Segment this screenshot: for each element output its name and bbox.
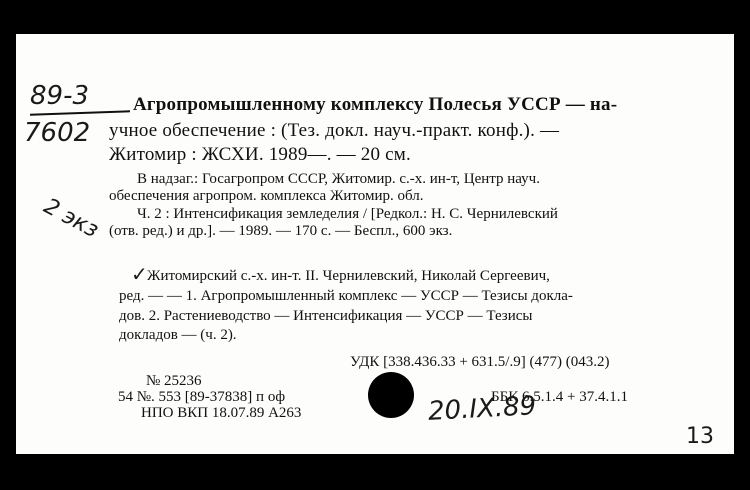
call-number-underline	[30, 110, 130, 115]
handwritten-call-number-top: 89-3	[30, 81, 90, 111]
part-line-1: Ч. 2 : Интенсификация земледелия / [Редкол.: Н. С. Чернилевский	[137, 206, 558, 222]
header-note-line-1: В надзаг.: Госагропром СССР, Житомир. с.-х. ин-т, Центр науч.	[137, 171, 540, 187]
handwritten-check-mark: ✓	[131, 262, 148, 286]
tracings-line-4: докладов — (ч. 2).	[119, 327, 237, 343]
handwritten-call-number-bottom: 7602	[24, 118, 91, 148]
title-line-2: учное обеспечение : (Тез. докл. науч.-практ. конф.). —	[109, 120, 560, 141]
title-line-3: Житомир : ЖСХИ. 1989—. — 20 см.	[109, 144, 411, 165]
punch-hole	[368, 372, 414, 418]
tracings-line-2: ред. — — 1. Агропромышленный комплекс — УССР — Тезисы доклa-	[119, 288, 573, 304]
handwritten-corner-number: 13	[686, 424, 714, 449]
title-line-1: Агропромышленному комплексу Полесья УССР — на-	[133, 94, 618, 115]
tracings-line-1: Житомирский с.-х. ин-т. II. Чернилевский, Николай Сергеевич,	[147, 268, 550, 284]
catalog-card	[16, 34, 734, 454]
card-number: № 25236	[146, 373, 202, 389]
handwritten-copies-note: 2 экз	[39, 193, 103, 244]
order-line: 54 №. 553 [89-37838] п оф	[118, 389, 286, 405]
part-line-2: (отв. ред.) и др.]. — 1989. — 170 с. — Беспл., 600 экз.	[109, 223, 453, 239]
handwritten-date: 20.IX.89	[427, 391, 537, 427]
bbk-classification: ББК 6.5.1.4 + 37.4.1.1	[491, 389, 628, 405]
tracings-line-3: дов. 2. Растениеводство — Интенсификация — УССР — Тезисы	[119, 308, 533, 324]
udk-classification: УДК [338.436.33 + 631.5/.9] (477) (043.2)	[350, 354, 610, 370]
header-note-line-2: обеспечения агропром. комплекса Житомир. обл.	[109, 188, 424, 204]
publisher-line: НПО ВКП 18.07.89 А263	[141, 405, 302, 421]
